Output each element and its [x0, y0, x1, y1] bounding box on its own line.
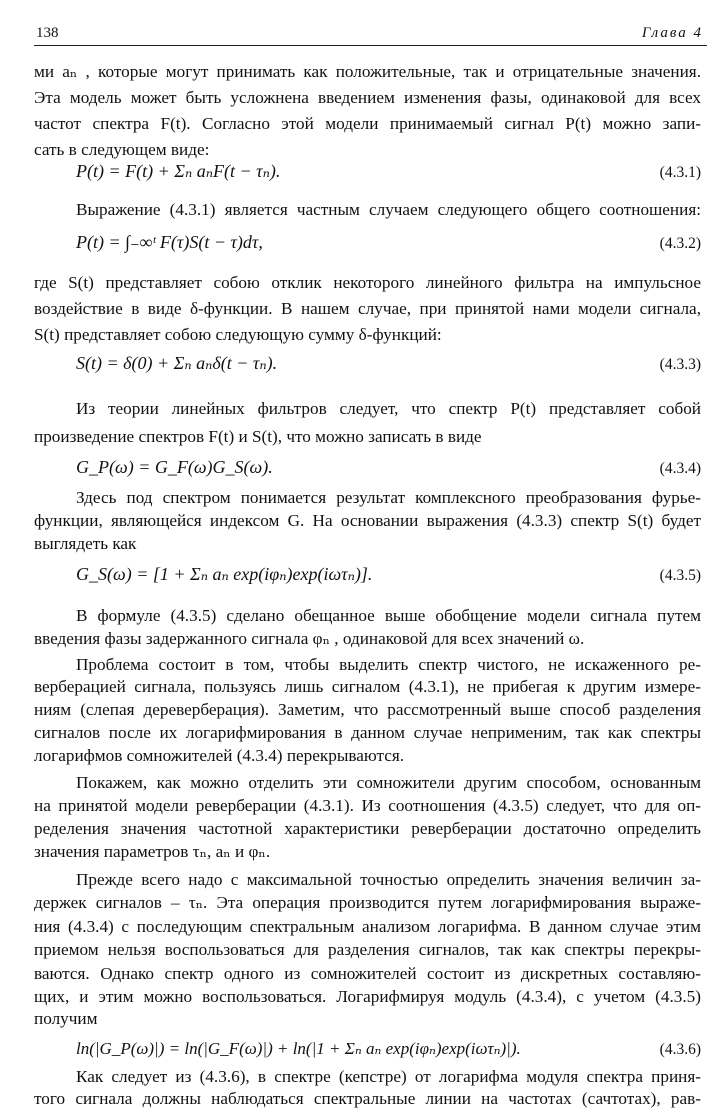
- text-line: сать в следующем виде:: [34, 140, 210, 159]
- equation-number: (4.3.2): [659, 235, 701, 252]
- text-line: ми aₙ , которые могут принимать как положительные, так и отрицательные значения.: [34, 62, 701, 81]
- text-line: В формуле (4.3.5) сделано обещанное выше обобщение модели сигнала путем: [76, 606, 701, 625]
- equation-number: (4.3.3): [659, 356, 701, 373]
- header-rule: [34, 45, 707, 46]
- equation-4-3-3: S(t) = δ(0) + Σₙ aₙδ(t − τₙ).: [76, 353, 278, 373]
- equation-4-3-1: P(t) = F(t) + Σₙ aₙF(t − τₙ).: [76, 161, 281, 181]
- equation-number: (4.3.1): [659, 164, 701, 181]
- text-line: Как следует из (4.3.6), в спектре (кепстре) от логарифма модуля спектра приня-: [76, 1067, 701, 1086]
- text-line: выглядеть как: [34, 534, 137, 553]
- text-line: частот спектра F(t). Согласно этой модели принимаемый сигнал P(t) можно запи-: [34, 114, 701, 133]
- text-line: функции, являющейся индексом G. На основании выражения (4.3.3) спектр S(t) будет: [34, 511, 701, 530]
- text-line: ниям (слепая дереверберация). Заметим, что рассмотренный выше способ разделения: [34, 700, 701, 719]
- text-line: логарифмов сомножителей (4.3.4) перекрываются.: [34, 746, 405, 765]
- text-line: ваются. Однако спектр одного из сомножителей состоит из дискретных составляю-: [34, 964, 701, 983]
- text-line: приемом нельзя воспользоваться для разделения сигналов, так как спектры перекры-: [34, 940, 701, 959]
- text-line: Эта модель может быть усложнена введением изменения фазы, одинаковой для всех: [34, 88, 701, 107]
- text-line: Выражение (4.3.1) является частным случаем следующего общего соотношения:: [76, 200, 701, 219]
- equation-4-3-6: ln(|G_P(ω)|) = ln(|G_F(ω)|) + ln(|1 + Σₙ aₙ exp(iφₙ)exp(iωτₙ)|).: [76, 1039, 521, 1058]
- text-line: сигналов после их логарифмирования в данном случае неприменим, так как спектры: [34, 723, 701, 742]
- equation-4-3-4: G_P(ω) = G_F(ω)G_S(ω).: [76, 457, 273, 477]
- text-line: S(t) представляет собою следующую сумму δ-функций:: [34, 325, 442, 344]
- text-line: верберацией сигнала, пользуясь лишь сигналом (4.3.1), не прибегая к другим измере-: [34, 677, 701, 696]
- page-number: 138: [36, 25, 59, 41]
- text-line: Здесь под спектром понимается результат комплексного преобразования фурье-: [76, 488, 701, 507]
- equation-4-3-5: G_S(ω) = [1 + Σₙ aₙ exp(iφₙ)exp(iωτₙ)].: [76, 564, 373, 584]
- text-line: Проблема состоит в том, чтобы выделить спектр чистого, не искаженного ре-: [76, 655, 701, 674]
- text-line: значения параметров τₙ, aₙ и φₙ.: [34, 842, 271, 861]
- text-line: ределения значения частотной характеристики реверберации достаточно определить: [34, 819, 701, 838]
- text-line: на принятой модели реверберации (4.3.1). Из соотношения (4.3.5) следует, что для оп-: [34, 796, 701, 815]
- text-line: ния (4.3.4) с последующим спектральным анализом логарифма. В данном случае этим: [34, 917, 701, 936]
- equation-number: (4.3.5): [659, 567, 701, 584]
- text-line: держек сигналов – τₙ. Эта операция производится путем логарифмирования выраже-: [34, 893, 701, 912]
- equation-number: (4.3.4): [659, 460, 701, 477]
- text-line: получим: [34, 1009, 98, 1028]
- text-line: Из теории линейных фильтров следует, что спектр P(t) представляет собой: [76, 399, 701, 418]
- text-line: воздействие в виде δ-функции. В нашем случае, при принятой нами модели сигнала,: [34, 299, 701, 318]
- text-line: введения фазы задержанного сигнала φₙ , одинаковой для всех значений ω.: [34, 629, 585, 648]
- equation-4-3-2: P(t) = ∫₋∞ᵗ F(τ)S(t − τ)dτ,: [76, 232, 263, 252]
- text-line: где S(t) представляет собою отклик некоторого линейного фильтра на импульсное: [34, 273, 701, 292]
- chapter-header: Глава 4: [641, 25, 703, 41]
- text-line: того сигнала должны наблюдаться спектральные линии на частотах (сачтотах), рав-: [34, 1089, 701, 1108]
- text-line: щих, и этим можно воспользоваться. Логарифмируя модуль (4.3.4), с учетом (4.3.5): [34, 987, 701, 1006]
- text-line: Прежде всего надо с максимальной точностью определить значения величин за-: [76, 870, 701, 889]
- equation-number: (4.3.6): [659, 1041, 701, 1058]
- text-line: Покажем, как можно отделить эти сомножители другим способом, основанным: [76, 773, 701, 792]
- text-line: произведение спектров F(t) и S(t), что можно записать в виде: [34, 427, 482, 446]
